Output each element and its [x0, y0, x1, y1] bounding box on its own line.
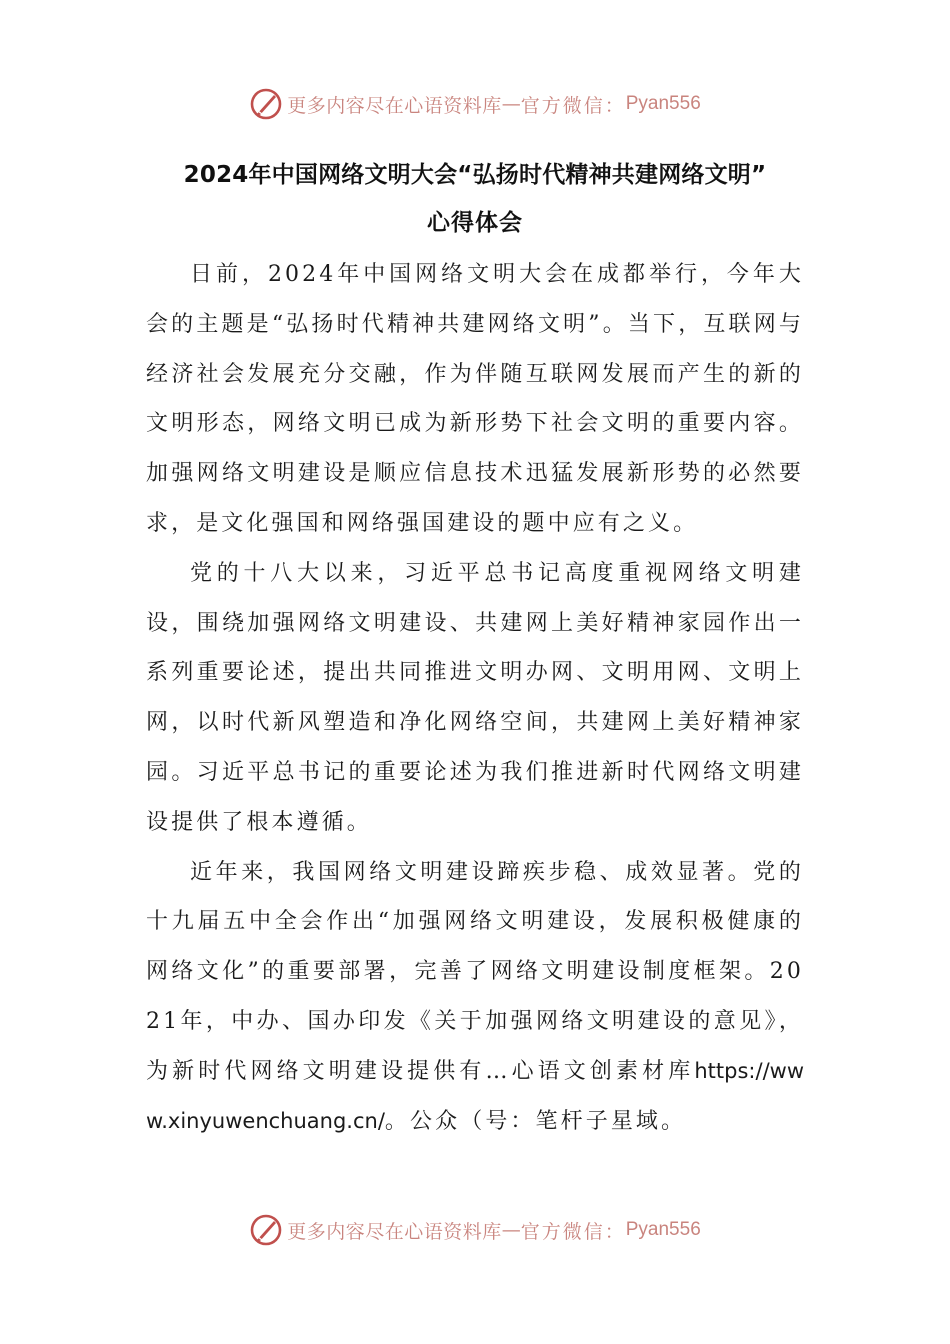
document-title-line1: 2024年中国网络文明大会“弘扬时代精神共建网络文明” — [183, 162, 767, 188]
banner-wechat-id: Pyan556 — [625, 1219, 701, 1240]
banner-wechat-label: 官方微信： — [520, 94, 626, 117]
header-watermark-banner — [0, 84, 950, 124]
banner-separator: — — [501, 1219, 521, 1241]
quill-logo-icon — [249, 87, 283, 121]
document-title-line2: 心得体会 — [427, 210, 523, 236]
quill-logo-icon — [249, 1213, 283, 1247]
paragraph-3 — [146, 848, 804, 1147]
document-body — [146, 250, 804, 1146]
footer-watermark-banner — [0, 1210, 950, 1250]
paragraph-2: 党的十八大以来，习近平总书记高度重视网络文明建设，围绕加强网络文明建设、共建网上美好精神家园作出一系列重要论述，提出共同推进文明办网、文明用网、文明上网，以时代新风塑造和净化网络空间，共建网上美好精神家园。习近平总书记的重要论述为我们推进新时代网络文明建设提供了根本遵循。 — [146, 560, 804, 835]
banner-separator: — — [501, 93, 521, 115]
paragraph-1: 日前，2024年中国网络文明大会在成都举行，今年大会的主题是“弘扬时代精神共建网络文明”。当下，互联网与经济社会发展充分交融，作为伴随互联网发展而产生的新的文明形态，网络文明已成为新形势下社会文明的重要内容。加强网络文明建设是顺应信息技术迅猛发展新形势的必然要求，是文化强国和网络强国建设的题中应有之义。 — [146, 262, 804, 536]
banner-wechat-id: Pyan556 — [625, 93, 701, 114]
banner-wechat-label: 官方微信： — [520, 1220, 626, 1243]
paragraph-3-url: https://www.xinyuwenchuang.cn/ — [146, 1058, 804, 1133]
banner-text: 更多内容尽在心语资料库 — [287, 1220, 502, 1243]
banner-text: 更多内容尽在心语资料库 — [287, 94, 502, 117]
paragraph-3-main: 近年来，我国网络文明建设蹄疾步稳、成效显著。党的十九届五中全会作出“加强网络文明建设，发展积极健康的网络文化”的重要部署，完善了网络文明建设制度框架。2021年，中办、国办印发《关于加强网络文明建设的意见》，为新时代网络文明建设提供有…心语文创素材库 — [146, 859, 804, 1084]
paragraph-3-tail: 。公众（号：笔杆子星域。 — [384, 1108, 687, 1134]
